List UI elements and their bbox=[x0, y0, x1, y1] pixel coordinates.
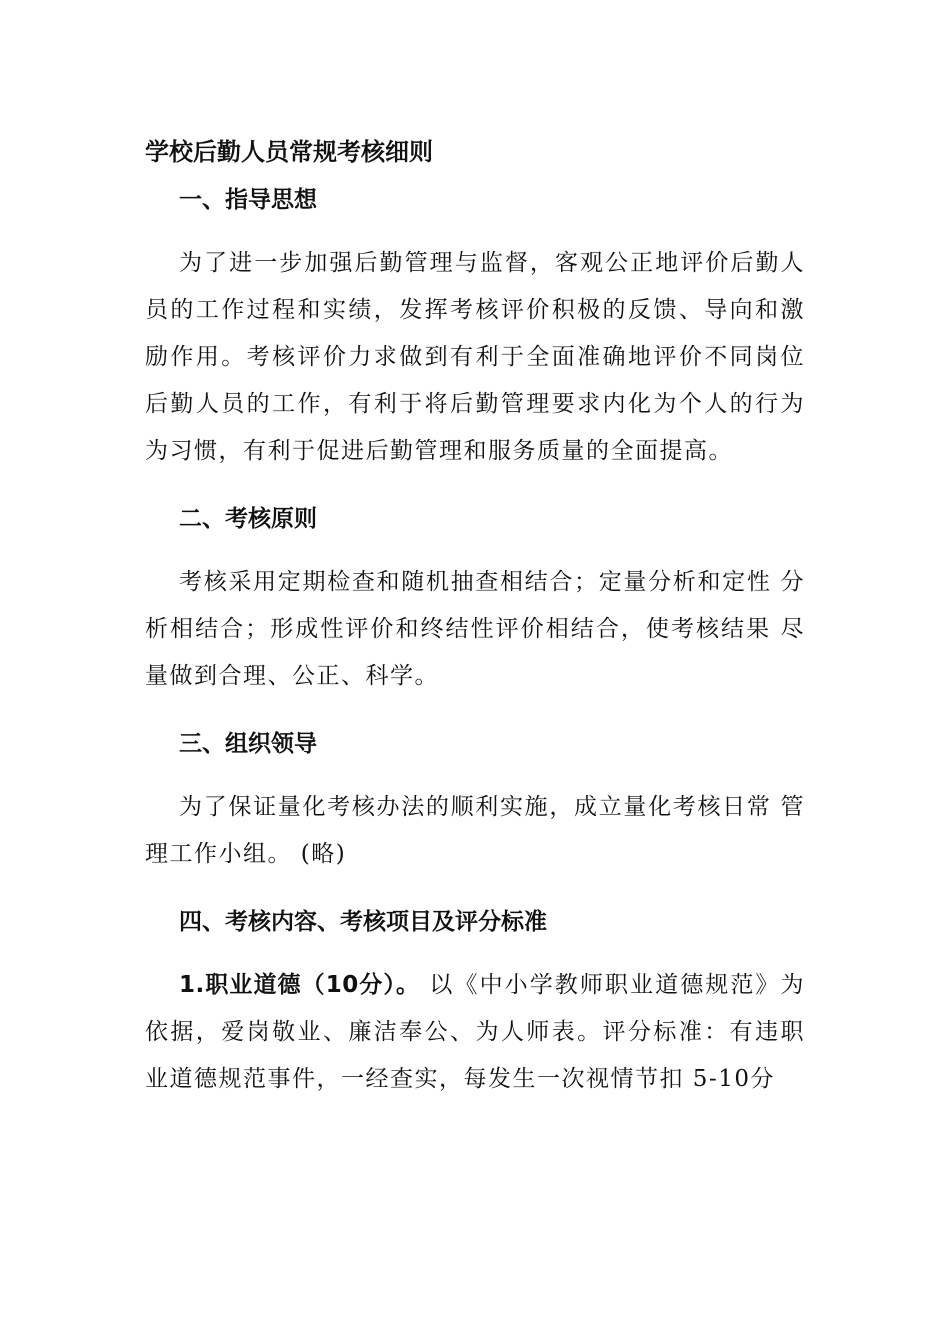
item-text: 以《中小学教师职业道德规范》为依据，爱岗敬业、廉洁奉公、为人师表。评分标准：有违职业道德规范事件，一经查实，每发生一次视情节扣 5-10分 bbox=[145, 972, 806, 1092]
document-body bbox=[145, 132, 805, 1127]
section-principles bbox=[145, 499, 805, 700]
section-assessment-content bbox=[145, 902, 805, 1103]
section-guiding-ideology bbox=[145, 180, 805, 475]
section-heading: 一、指导思想 bbox=[179, 187, 317, 213]
section-paragraph: 考核采用定期检查和随机抽查相结合；定量分析和定性 分析相结合；形成性评价和终结性评价相结合，使考核结果 尽量做到合理、公正、科学。 bbox=[145, 569, 805, 689]
section-paragraph: 为了进一步加强后勤管理与监督，客观公正地评价后勤人员的工作过程和实绩，发挥考核评价积极的反馈、导向和激励作用。考核评价力求做到有利于全面准确地评价不同岗位 后勤人员的工作，有利于将后勤管理要求内化为个人的行为 为习惯，有利于促进后勤管理和服务质量的全面提高。 bbox=[145, 250, 805, 464]
section-heading: 二、考核原则 bbox=[179, 506, 317, 532]
section-paragraph-with-lead bbox=[145, 962, 805, 1103]
item-lead: 1.职业道德（10分）。 bbox=[179, 972, 421, 998]
section-heading: 三、组织领导 bbox=[179, 731, 317, 757]
section-organization bbox=[145, 724, 805, 878]
section-heading: 四、考核内容、考核项目及评分标准 bbox=[179, 909, 547, 935]
document-title: 学校后勤人员常规考核细则 bbox=[145, 138, 433, 166]
section-paragraph: 为了保证量化考核办法的顺利实施，成立量化考核日常 管理工作小组。 (略) bbox=[145, 794, 805, 867]
